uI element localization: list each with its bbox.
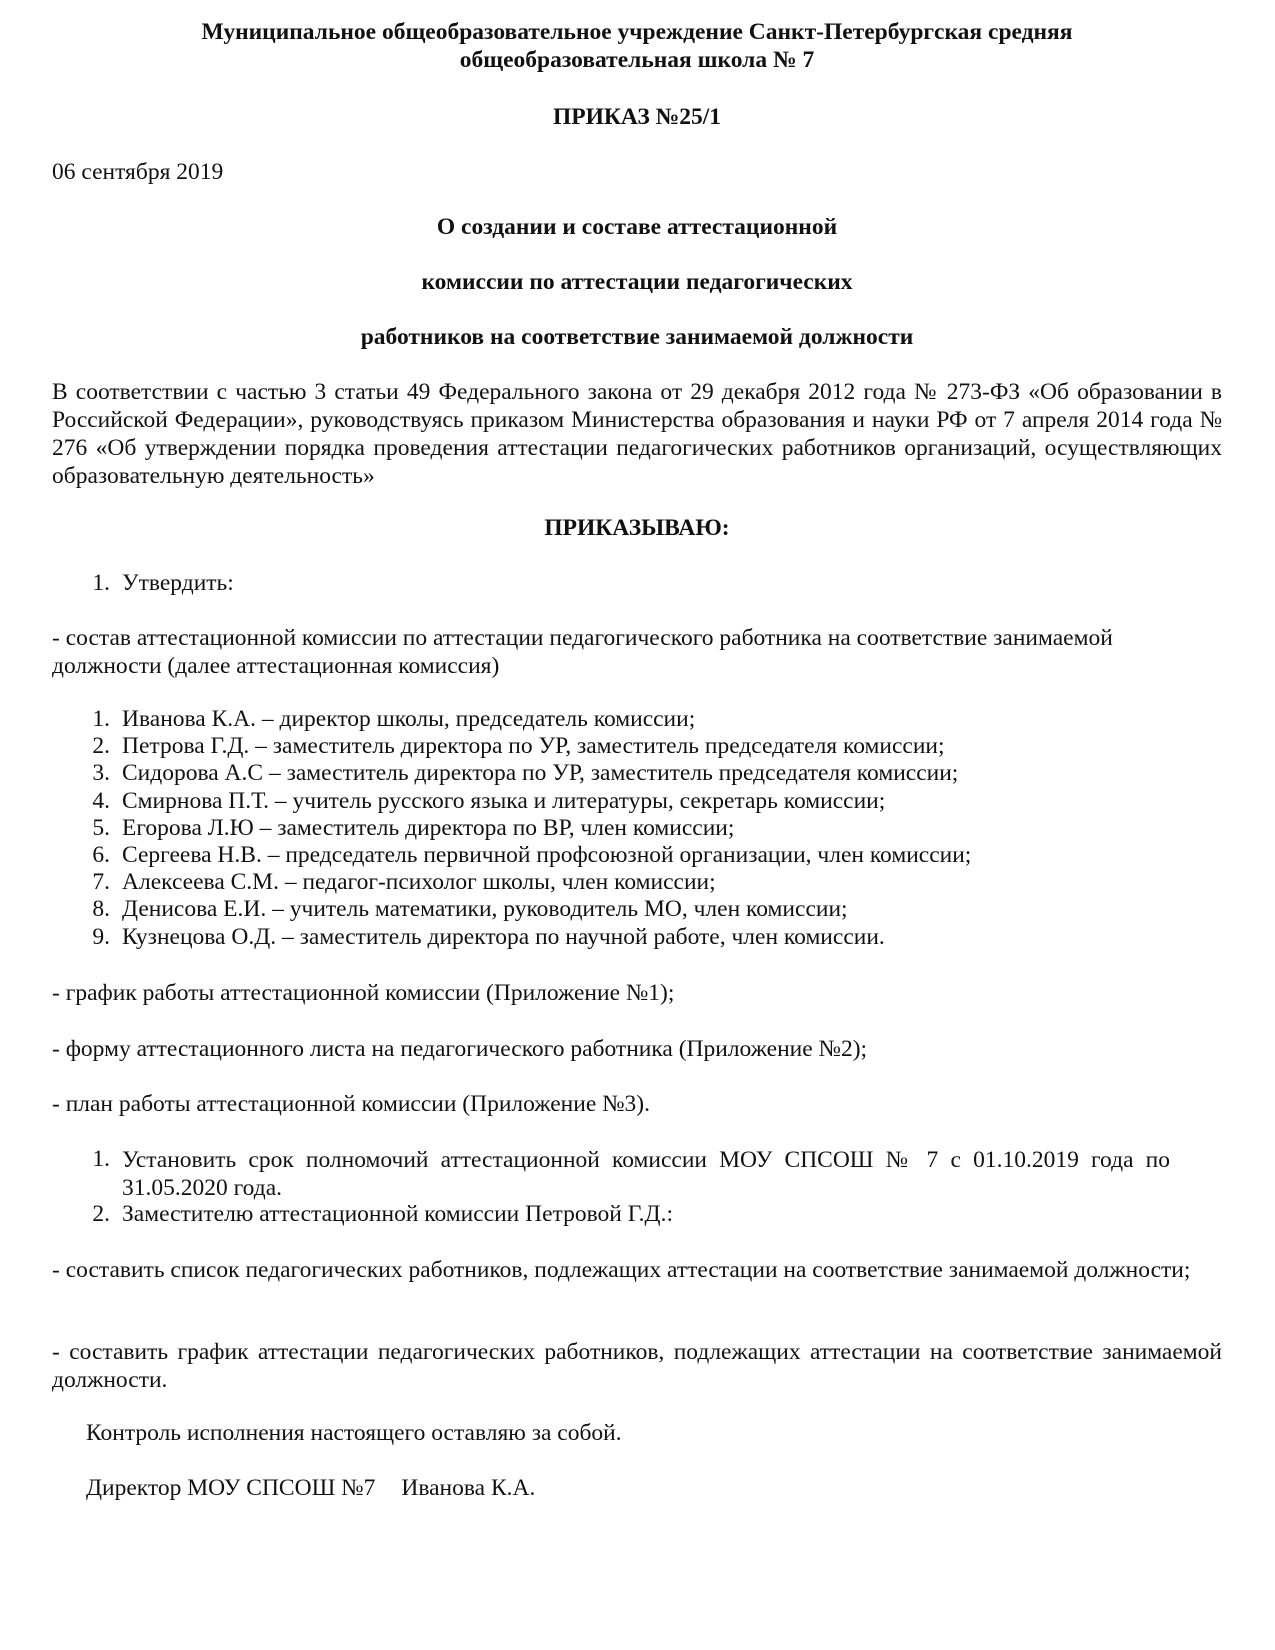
member-text: Сергеева Н.В. – председатель первичной профсоюзной организации, член комиссии; xyxy=(122,841,972,868)
member-text: Смирнова П.Т. – учитель русского языка и литературы, секретарь комиссии; xyxy=(122,787,886,814)
member-list-item xyxy=(52,788,1222,815)
member-number: 5. xyxy=(92,814,110,841)
order-title-line-3: работников на соответствие занимаемой должности xyxy=(360,324,914,350)
member-number: 3. xyxy=(92,760,110,787)
order-title-line-1: О создании и составе аттестационной xyxy=(436,214,838,240)
member-text: Кузнецова О.Д. – заместитель директора по научной работе, член комиссии. xyxy=(122,923,885,950)
member-list-item xyxy=(52,706,1222,733)
order-date: 06 сентября 2019 xyxy=(52,159,224,185)
approve-composition-text: - состав аттестационной комиссии по аттестации педагогического работника на соответствие занимаемой должности (далее аттестационная комиссия) xyxy=(52,625,1113,679)
member-number: 2. xyxy=(92,733,110,760)
member-text: Денисова Е.И. – учитель математики, руководитель МО, член комиссии; xyxy=(122,896,848,923)
member-list-item xyxy=(52,733,1222,760)
member-text: Петрова Г.Д. – заместитель директора по УР, заместитель председателя комиссии; xyxy=(122,733,945,760)
member-list-item xyxy=(52,760,1222,787)
approve-plan-text: - план работы аттестационной комиссии (Приложение №3). xyxy=(52,1091,651,1117)
item-text: Утвердить: xyxy=(122,570,234,596)
order-title-line-2: комиссии по аттестации педагогических xyxy=(421,269,853,295)
item-text: Установить срок полномочий аттестационной комиссии МОУ СПСОШ № 7 с 01.10.2019 года по 31.05.2020 года. xyxy=(122,1147,1170,1201)
approve-schedule-text: - график работы аттестационной комиссии (Приложение №1); xyxy=(52,980,675,1006)
member-list-item xyxy=(52,924,1222,951)
item-number: 2. xyxy=(92,1201,110,1227)
member-text: Сидорова А.С – заместитель директора по УР, заместитель председателя комиссии; xyxy=(122,760,959,787)
member-text: Егорова Л.Ю – заместитель директора по ВР, член комиссии; xyxy=(122,814,735,841)
item-number: 1. xyxy=(92,1146,110,1172)
organization-name: Муниципальное общеобразовательное учреждение Санкт-Петербургская средняя общеобразовательная школа № 7 xyxy=(201,19,1073,73)
member-text: Иванова К.А. – директор школы, председатель комиссии; xyxy=(122,706,696,732)
decree-heading: ПРИКАЗЫВАЮ: xyxy=(544,515,730,541)
item-number: 1. xyxy=(92,570,110,596)
member-list-item xyxy=(52,815,1222,842)
member-number: 1. xyxy=(92,706,110,732)
task-list-text: - составить список педагогических работников, подлежащих аттестации на соответствие занимаемой должности; xyxy=(52,1257,1191,1283)
signatory-position: Директор МОУ СПСОШ №7 xyxy=(86,1475,376,1501)
order-number: ПРИКАЗ №25/1 xyxy=(552,104,721,130)
member-number: 6. xyxy=(92,841,110,868)
document-page xyxy=(52,0,1222,1650)
member-number: 7. xyxy=(92,869,110,896)
signature-line xyxy=(86,1475,1186,1502)
task-schedule-text: - составить график аттестации педагогических работников, подлежащих аттестации на соответствие занимаемой должности. xyxy=(52,1339,1222,1393)
member-list-item xyxy=(52,896,1222,923)
approve-form-text: - форму аттестационного листа на педагогического работника (Приложение №2); xyxy=(52,1036,868,1062)
preamble-paragraph: В соответствии с частью 3 статьи 49 Федерального закона от 29 декабря 2012 года № 273-ФЗ «Об образовании в Российской Федерации», руководствуясь приказом Министерства образования и науки РФ от 7 апреля 2014 года № 276 «Об утверждении порядка проведения аттестации педагогических работников организаций, осуществляющих образовательную деятельность» xyxy=(52,379,1222,489)
item-text: Заместителю аттестационной комиссии Петровой Г.Д.: xyxy=(122,1201,673,1227)
member-number: 8. xyxy=(92,896,110,923)
member-number: 4. xyxy=(92,787,110,814)
control-statement: Контроль исполнения настоящего оставляю за собой. xyxy=(86,1420,622,1446)
member-text: Алексеева С.М. – педагог-психолог школы, член комиссии; xyxy=(122,869,716,896)
commission-members-list xyxy=(52,706,1222,951)
member-list-item xyxy=(52,869,1222,896)
member-number: 9. xyxy=(92,923,110,950)
signatory-name: Иванова К.А. xyxy=(401,1475,536,1501)
member-list-item xyxy=(52,842,1222,869)
